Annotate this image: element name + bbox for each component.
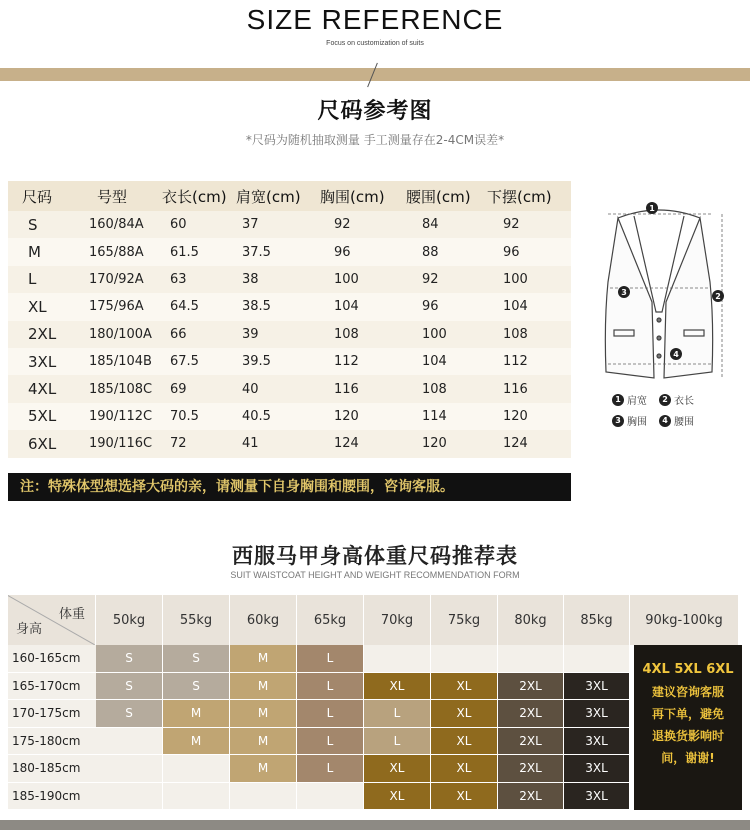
recommended-size-cell (564, 645, 630, 673)
recommended-size-cell (96, 755, 163, 783)
recommended-size-cell: 3XL (564, 783, 630, 811)
recommended-size-cell: S (96, 700, 163, 728)
size-value-cell: 40 (242, 381, 259, 397)
legend-item-shoulder (612, 392, 647, 407)
recommended-size-cell: S (96, 673, 163, 701)
recommended-size-cell: S (163, 673, 230, 701)
size-table-row (8, 293, 571, 320)
size-label-cell: 3XL (8, 348, 75, 375)
col-header-chest: 胸围(cm) (312, 181, 396, 211)
weight-header-cell: 80kg (498, 595, 564, 645)
size-table-row (8, 321, 571, 348)
weight-header-cell: 90kg-100kg (630, 595, 739, 645)
marker-1-label: 1 (649, 204, 655, 213)
recommended-size-cell: M (230, 755, 297, 783)
recommended-size-cell (230, 783, 297, 811)
legend-label-shoulder: 肩宽 (627, 396, 647, 407)
size-value-cell: 112 (312, 348, 396, 375)
recommended-size-cell (364, 645, 431, 673)
recommended-size-cell: 3XL (564, 673, 630, 701)
recommended-size-cell: 2XL (498, 700, 564, 728)
size-value-cell: 175/96A (75, 293, 148, 320)
size-label-cell: S (28, 215, 38, 234)
size-value-cell: 88 (396, 238, 479, 265)
size-table-row (8, 430, 571, 457)
size-table (8, 181, 571, 458)
height-range-cell: 160-165cm (8, 645, 96, 673)
size-value-cell: 190/116C (89, 436, 153, 452)
weight-header-cell: 50kg (96, 595, 163, 645)
size-value-cell: 100 (422, 326, 447, 342)
size-value-cell: 92 (422, 271, 439, 287)
size-value-cell: 124 (334, 436, 359, 452)
size-value-cell: 38 (242, 271, 259, 287)
size-table-header (8, 181, 571, 211)
corner-height-label: 身高 (16, 622, 43, 637)
recommended-size-cell: S (163, 645, 230, 673)
size-value-cell: 116 (503, 381, 528, 397)
recommended-size-cell: 3XL (564, 755, 630, 783)
size-value-cell: 96 (479, 238, 571, 265)
size-value-cell: 108 (334, 326, 359, 342)
size-chart-note: *尺码为随机抽取测量 手工测量存在2-4CM误差* (245, 133, 505, 147)
page-title: SIZE REFERENCE (246, 4, 504, 35)
size-table-row (8, 211, 571, 238)
recommendation-grid (8, 595, 742, 810)
large-size-list: 4XL 5XL 6XL (642, 662, 734, 677)
weight-header-cell: 60kg (230, 595, 297, 645)
size-value-cell: 190/112C (75, 403, 148, 430)
large-size-note-line: 建议咨询客服 (651, 685, 724, 699)
recommended-size-cell: 2XL (498, 755, 564, 783)
size-label-cell: XL (8, 293, 75, 320)
height-range-cell: 165-170cm (8, 673, 96, 701)
size-label-cell: M (8, 238, 75, 265)
size-value-cell: 64.5 (148, 293, 230, 320)
legend-num-4: 4 (659, 415, 671, 427)
corner-weight-label: 体重 (58, 607, 85, 622)
height-range-cell: 180-185cm (8, 755, 96, 783)
size-value-cell: 37 (242, 217, 259, 233)
size-value-cell: 120 (422, 436, 447, 452)
size-value-cell: 70.5 (148, 403, 230, 430)
recommended-size-cell: 3XL (564, 728, 630, 756)
recommended-size-cell: 2XL (498, 728, 564, 756)
size-value-cell: 104 (396, 348, 479, 375)
size-label-cell: 2XL (28, 325, 57, 344)
special-size-notice: 注：特殊体型想选择大码的亲，请测量下自身胸围和腰围，咨询客服。 (8, 473, 571, 501)
marker-2-label: 2 (715, 292, 721, 301)
recommended-size-cell: M (230, 728, 297, 756)
size-chart-title: 尺码参考图 (317, 99, 433, 124)
weight-header-cell: 55kg (163, 595, 230, 645)
recommendation-row (8, 755, 742, 783)
legend-num-1: 1 (612, 394, 624, 406)
size-value-cell: 114 (396, 403, 479, 430)
size-value-cell: 92 (334, 217, 351, 233)
recommendation-subtitle: SUIT WAISTCOAT HEIGHT AND WEIGHT RECOMMENDATION FORM (230, 570, 520, 580)
recommendation-row (8, 783, 742, 811)
recommendation-row (8, 673, 742, 701)
legend-num-2: 2 (659, 394, 671, 406)
size-value-cell: 84 (422, 217, 439, 233)
legend-item-length (659, 392, 694, 407)
size-value-cell: 100 (334, 271, 359, 287)
size-value-cell: 100 (503, 271, 528, 287)
recommended-size-cell: XL (431, 700, 498, 728)
page-subtitle: Focus on customization of suits (326, 40, 424, 47)
large-size-note (634, 645, 742, 810)
recommended-size-cell (431, 645, 498, 673)
vest-outline-icon (590, 192, 740, 392)
size-label-cell: 6XL (28, 434, 57, 453)
diagram-legend (612, 392, 742, 434)
weight-header-cell: 70kg (364, 595, 431, 645)
col-header-length: 衣长(cm) (148, 181, 230, 211)
recommended-size-cell: XL (431, 783, 498, 811)
recommendation-row (8, 728, 742, 756)
size-value-cell: 72 (170, 436, 187, 452)
size-value-cell: 170/92A (89, 271, 144, 287)
recommendation-title: 西服马甲身高体重尺码推荐表 (232, 544, 518, 568)
corner-cell (8, 595, 96, 645)
size-value-cell: 108 (422, 381, 447, 397)
recommended-size-cell (163, 755, 230, 783)
size-value-cell: 39 (242, 326, 259, 342)
weight-header-cell: 75kg (431, 595, 498, 645)
size-value-cell: 69 (170, 381, 187, 397)
height-range-cell: 175-180cm (8, 728, 96, 756)
size-label-cell: 5XL (8, 403, 75, 430)
size-value-cell: 60 (170, 217, 187, 233)
recommended-size-cell: L (297, 673, 364, 701)
legend-label-chest: 胸围 (627, 417, 647, 428)
recommended-size-cell: XL (364, 755, 431, 783)
size-value-cell: 39.5 (230, 348, 312, 375)
size-value-cell: 185/104B (75, 348, 148, 375)
legend-label-waist: 腰围 (674, 417, 694, 428)
recommendation-row (8, 645, 742, 673)
recommended-size-cell: 3XL (564, 700, 630, 728)
recommended-size-cell: 2XL (498, 673, 564, 701)
legend-item-waist (659, 413, 694, 428)
legend-num-3: 3 (612, 415, 624, 427)
col-header-size: 尺码 (8, 181, 75, 211)
size-value-cell: 41 (242, 436, 259, 452)
size-value-cell: 185/108C (89, 381, 153, 397)
size-value-cell: 165/88A (75, 238, 148, 265)
size-value-cell: 112 (479, 348, 571, 375)
size-value-cell: 96 (312, 238, 396, 265)
height-range-cell: 185-190cm (8, 783, 96, 811)
size-value-cell: 67.5 (148, 348, 230, 375)
recommended-size-cell: M (230, 673, 297, 701)
height-range-cell: 170-175cm (8, 700, 96, 728)
recommendation-header-row (8, 595, 742, 645)
legend-label-length: 衣长 (674, 396, 694, 407)
weight-header-cell: 85kg (564, 595, 630, 645)
size-label-cell: 4XL (28, 380, 57, 399)
recommended-size-cell (498, 645, 564, 673)
recommended-size-cell (96, 728, 163, 756)
legend-item-chest (612, 413, 647, 428)
recommended-size-cell: 2XL (498, 783, 564, 811)
recommended-size-cell (96, 783, 163, 811)
size-table-row (8, 375, 571, 402)
recommended-size-cell: XL (364, 783, 431, 811)
size-table-row (8, 266, 571, 293)
recommended-size-cell: L (364, 700, 431, 728)
size-label-cell: L (28, 270, 37, 289)
size-table-row (8, 403, 571, 430)
recommended-size-cell: XL (431, 673, 498, 701)
size-value-cell: 104 (312, 293, 396, 320)
recommended-size-cell: L (297, 755, 364, 783)
marker-4-label: 4 (673, 350, 679, 359)
col-header-shoulder: 肩宽(cm) (230, 181, 312, 211)
col-header-waist: 腰围(cm) (396, 181, 479, 211)
size-value-cell: 37.5 (230, 238, 312, 265)
size-value-cell: 120 (312, 403, 396, 430)
recommended-size-cell: XL (364, 673, 431, 701)
recommended-size-cell: M (163, 700, 230, 728)
size-value-cell: 92 (503, 217, 520, 233)
col-header-model: 号型 (75, 181, 148, 211)
weight-header-cell: 65kg (297, 595, 364, 645)
size-value-cell: 61.5 (148, 238, 230, 265)
large-size-note-line: 间，谢谢! (661, 751, 715, 765)
recommended-size-cell: XL (431, 755, 498, 783)
size-value-cell: 63 (170, 271, 187, 287)
size-value-cell: 96 (396, 293, 479, 320)
size-value-cell: 124 (503, 436, 528, 452)
recommended-size-cell: L (297, 645, 364, 673)
recommended-size-cell: XL (431, 728, 498, 756)
recommended-size-cell: M (230, 645, 297, 673)
size-table-row (8, 348, 571, 375)
recommended-size-cell: M (163, 728, 230, 756)
recommended-size-cell: L (297, 728, 364, 756)
size-value-cell: 38.5 (230, 293, 312, 320)
bottom-strip (0, 820, 750, 830)
recommended-size-cell: S (96, 645, 163, 673)
size-value-cell: 66 (170, 326, 187, 342)
size-value-cell: 40.5 (230, 403, 312, 430)
size-value-cell: 160/84A (89, 217, 144, 233)
large-size-note-line: 再下单，避免 (651, 707, 724, 721)
size-value-cell: 116 (334, 381, 359, 397)
marker-3-label: 3 (621, 288, 627, 297)
recommended-size-cell: L (364, 728, 431, 756)
recommended-size-cell: M (230, 700, 297, 728)
large-size-note-line: 退换货影响时 (651, 729, 724, 743)
recommendation-row (8, 700, 742, 728)
col-header-hem: 下摆(cm) (479, 181, 571, 211)
recommended-size-cell: L (297, 700, 364, 728)
size-value-cell: 104 (479, 293, 571, 320)
size-value-cell: 180/100A (89, 326, 152, 342)
recommended-size-cell (163, 783, 230, 811)
size-value-cell: 108 (503, 326, 528, 342)
recommended-size-cell (297, 783, 364, 811)
size-value-cell: 120 (479, 403, 571, 430)
size-table-row (8, 238, 571, 265)
